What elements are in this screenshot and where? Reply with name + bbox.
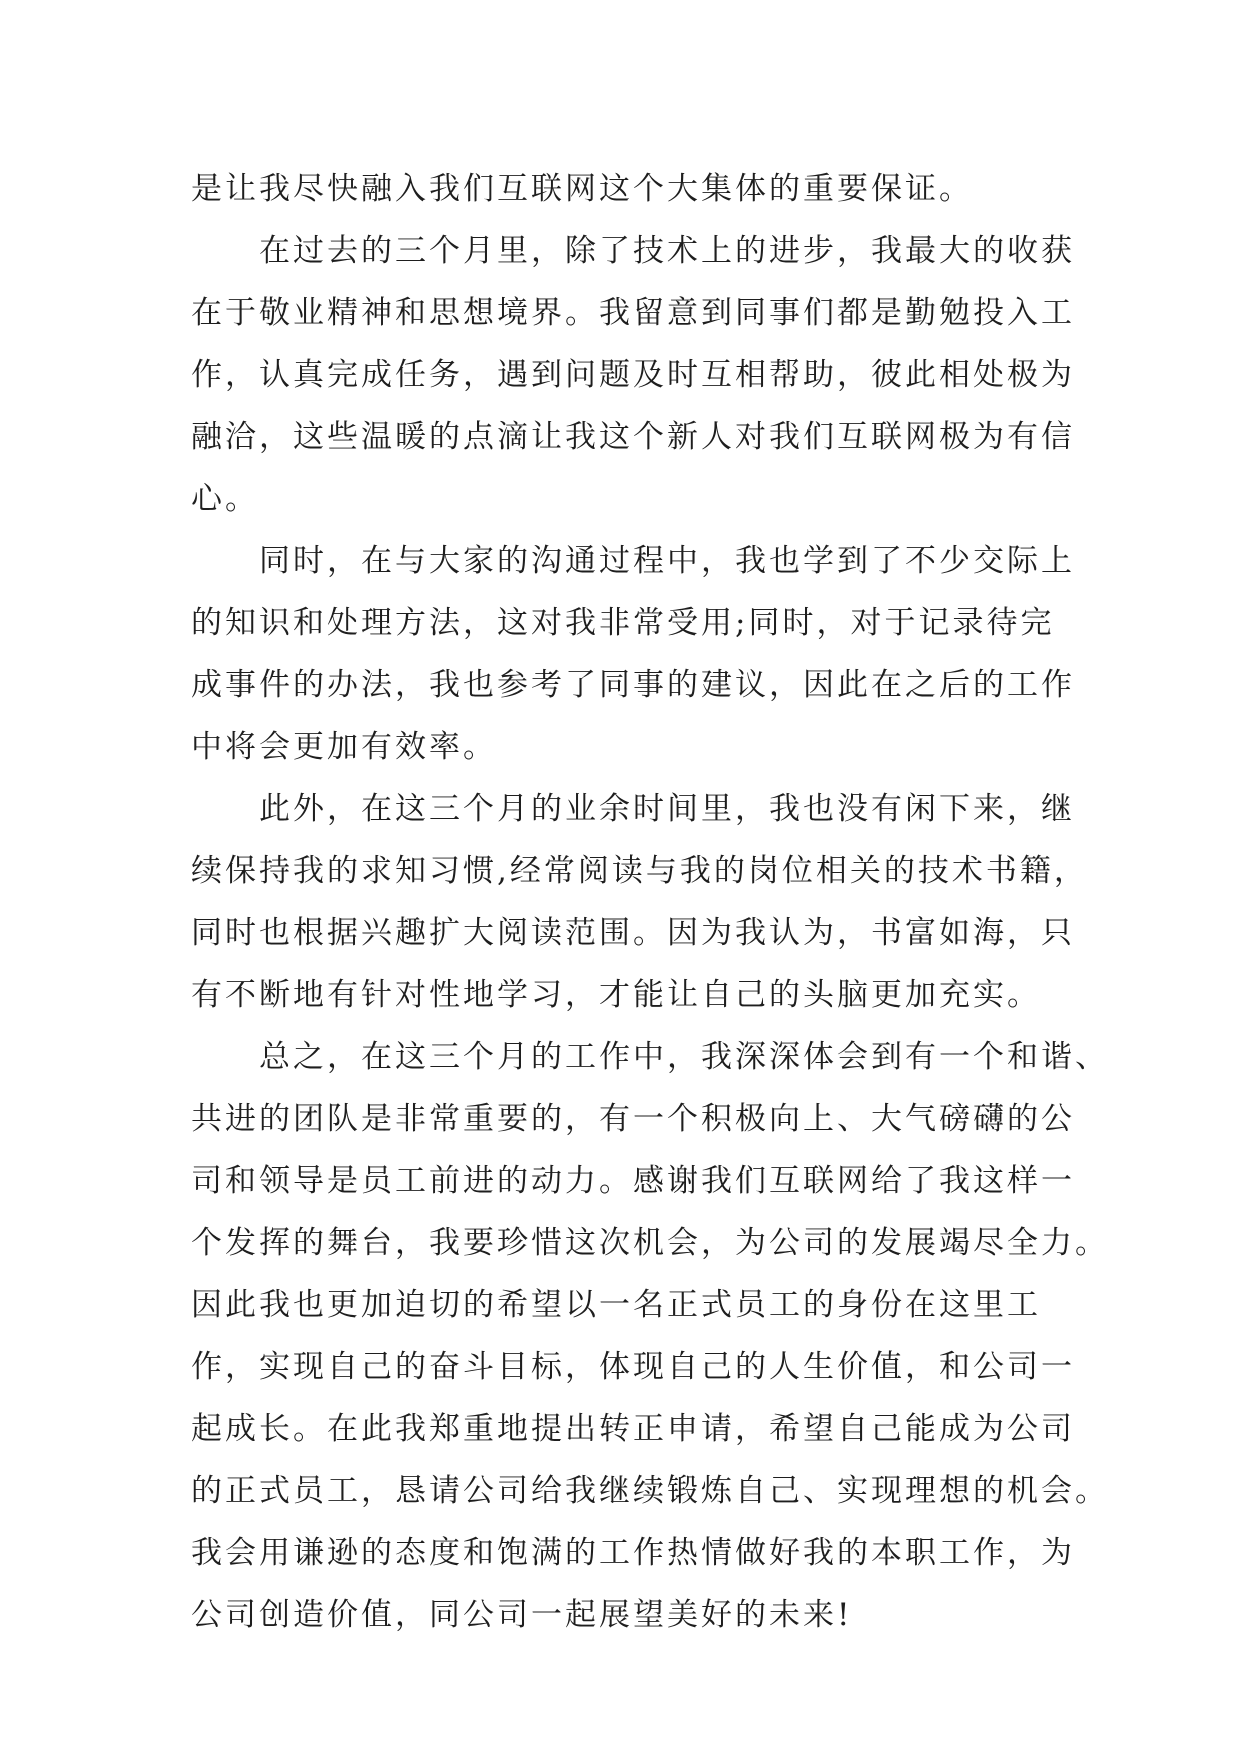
- text-line: 同时也根据兴趣扩大阅读范围。因为我认为，书富如海，只: [191, 915, 1075, 951]
- paragraph-1: [191, 158, 1051, 220]
- text-line: 同时，在与大家的沟通过程中，我也学到了不少交际上: [259, 543, 1075, 579]
- text-line: 的正式员工，恳请公司给我继续锻炼自己、实现理想的机会。: [191, 1473, 1109, 1509]
- paragraph-5: [191, 1026, 1109, 1646]
- text-line: 司和领导是员工前进的动力。感谢我们互联网给了我这样一: [191, 1163, 1075, 1199]
- text-line: 是让我尽快融入我们互联网这个大集体的重要保证。: [191, 171, 973, 207]
- paragraph-2: [191, 220, 1075, 530]
- text-line: 在过去的三个月里，除了技术上的进步，我最大的收获: [259, 233, 1075, 269]
- document-body: [191, 158, 1109, 1646]
- paragraph-4: [191, 778, 1088, 1026]
- text-line: 成事件的办法，我也参考了同事的建议，因此在之后的工作: [191, 667, 1075, 703]
- paragraph-3: [191, 530, 1075, 778]
- text-line: 中将会更加有效率。: [191, 729, 497, 765]
- text-line: 续保持我的求知习惯,经常阅读与我的岗位相关的技术书籍，: [191, 853, 1088, 889]
- text-line: 融洽，这些温暖的点滴让我这个新人对我们互联网极为有信: [191, 419, 1075, 455]
- text-line: 我会用谦逊的态度和饱满的工作热情做好我的本职工作，为: [191, 1535, 1075, 1571]
- text-line: 因此我也更加迫切的希望以一名正式员工的身份在这里工: [191, 1287, 1041, 1323]
- text-line: 有不断地有针对性地学习，才能让自己的头脑更加充实。: [191, 977, 1041, 1013]
- text-line: 的知识和处理方法，这对我非常受用;同时，对于记录待完: [191, 605, 1055, 641]
- text-line: 共进的团队是非常重要的，有一个积极向上、大气磅礴的公: [191, 1101, 1075, 1137]
- text-line: 此外，在这三个月的业余时间里，我也没有闲下来，继: [259, 791, 1075, 827]
- text-line: 在于敬业精神和思想境界。我留意到同事们都是勤勉投入工: [191, 295, 1075, 331]
- text-line: 公司创造价值，同公司一起展望美好的未来!: [191, 1597, 853, 1633]
- text-line: 作，实现自己的奋斗目标，体现自己的人生价值，和公司一: [191, 1349, 1075, 1385]
- text-line: 心。: [191, 481, 259, 517]
- text-line: 作，认真完成任务，遇到问题及时互相帮助，彼此相处极为: [191, 357, 1075, 393]
- text-line: 起成长。在此我郑重地提出转正申请，希望自己能成为公司: [191, 1411, 1075, 1447]
- text-line: 总之，在这三个月的工作中，我深深体会到有一个和谐、: [259, 1039, 1109, 1075]
- text-line: 个发挥的舞台，我要珍惜这次机会，为公司的发展竭尽全力。: [191, 1225, 1109, 1261]
